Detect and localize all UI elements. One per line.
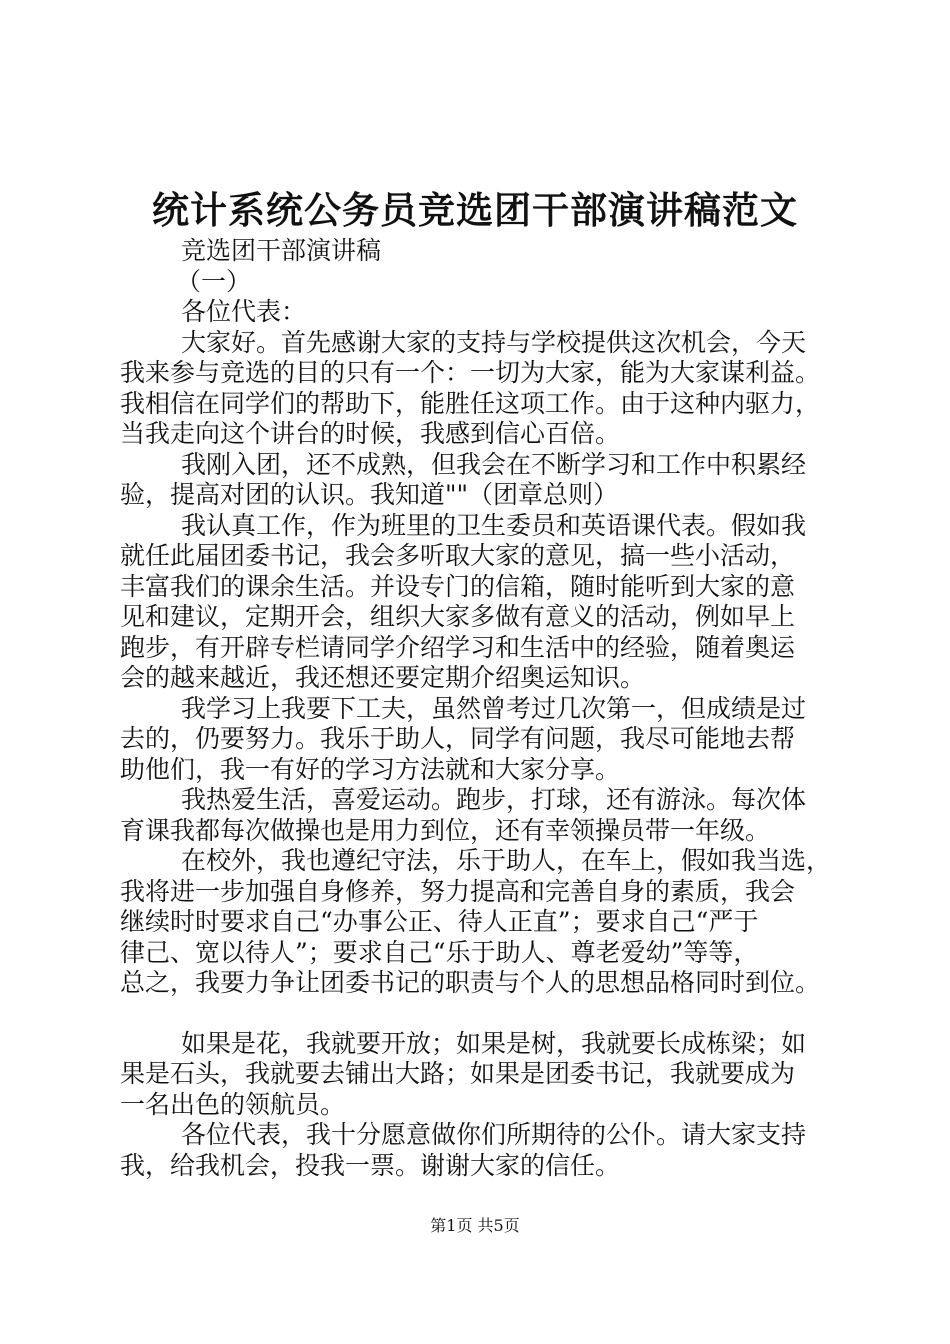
body-line: 我，给我机会，投我一票。谢谢大家的信任。 [120,1150,621,1180]
body-line: 在校外，我也遵纪守法，乐于助人，在车上，假如我当选， [181,846,832,875]
body-line: 育课我都每次做操也是用力到位，还有幸领操员带一年级。 [120,815,771,845]
body-line: 会的越来越近，我还想还要定期介绍奥运知识。 [120,663,646,692]
body-line: 我认真工作，作为班里的卫生委员和英语课代表。假如我 [181,510,807,540]
body-line: 律己、宽以待人”；要求自己“乐于助人、尊老爱幼”等等， [120,937,759,967]
body-line: 总之，我要力争让团委书记的职责与个人的思想品格同时到位。 [120,968,821,997]
body-line: 一名出色的领航员。 [120,1089,346,1119]
body-line: 我将进一步加强自身修养，努力提高和完善自身的素质，我会 [120,876,796,906]
body-line: 当我走向这个讲台的时候，我感到信心百倍。 [120,419,621,448]
body-line: 竞选团干部演讲稿 [181,236,382,265]
body-line: 助他们，我一有好的学习方法就和大家分享。 [120,754,621,784]
body-line: 如果是花，我就要开放；如果是树，我就要长成栋梁；如 [181,1028,807,1058]
body-line: 去的，仍要努力。我乐于助人，同学有问题，我尽可能地去帮 [120,724,796,753]
body-line: 果是石头，我就要去铺出大路；如果是团委书记，我就要成为 [120,1059,796,1088]
document-body [120,236,832,1181]
body-line: 各位代表，我十分愿意做你们所期待的公仆。请大家支持 [181,1120,807,1149]
body-line: 验，提高对团的认识。我知道""（团章总则） [120,480,618,509]
body-line: 跑步，有开辟专栏请同学介绍学习和生活中的经验，随着奥运 [120,632,796,662]
body-line: 大家好。首先感谢大家的支持与学校提供这次机会，今天 [181,327,807,357]
document-title: 统计系统公务员竞选团干部演讲稿范文 [152,188,798,232]
body-line: 各位代表： [181,297,307,326]
body-line: 继续时时要求自己“办事公正、待人正直”；要求自己“严于 [120,907,759,936]
body-line [120,999,832,1029]
body-line: 我相信在同学们的帮助下，能胜任这项工作。由于这种内驱力， [120,388,821,418]
body-line: 见和建议，定期开会，组织大家多做有意义的活动，例如早上 [120,602,796,631]
body-line: 我学习上我要下工夫，虽然曾考过几次第一，但成绩是过 [181,693,807,723]
body-line: 丰富我们的课余生活。并设专门的信箱，随时能听到大家的意 [120,571,796,601]
body-line: 我来参与竞选的目的只有一个：一切为大家，能为大家谋利益。 [120,358,821,387]
body-line: 就任此届团委书记，我会多听取大家的意见，搞一些小活动， [120,541,796,570]
page-footer: 第1页 共5页 [430,1216,520,1235]
body-line: 我刚入团，还不成熟，但我会在不断学习和工作中积累经 [181,449,807,479]
body-line: （一） [176,266,252,296]
body-line: 我热爱生活，喜爱运动。跑步，打球，还有游泳。每次体 [181,785,807,814]
